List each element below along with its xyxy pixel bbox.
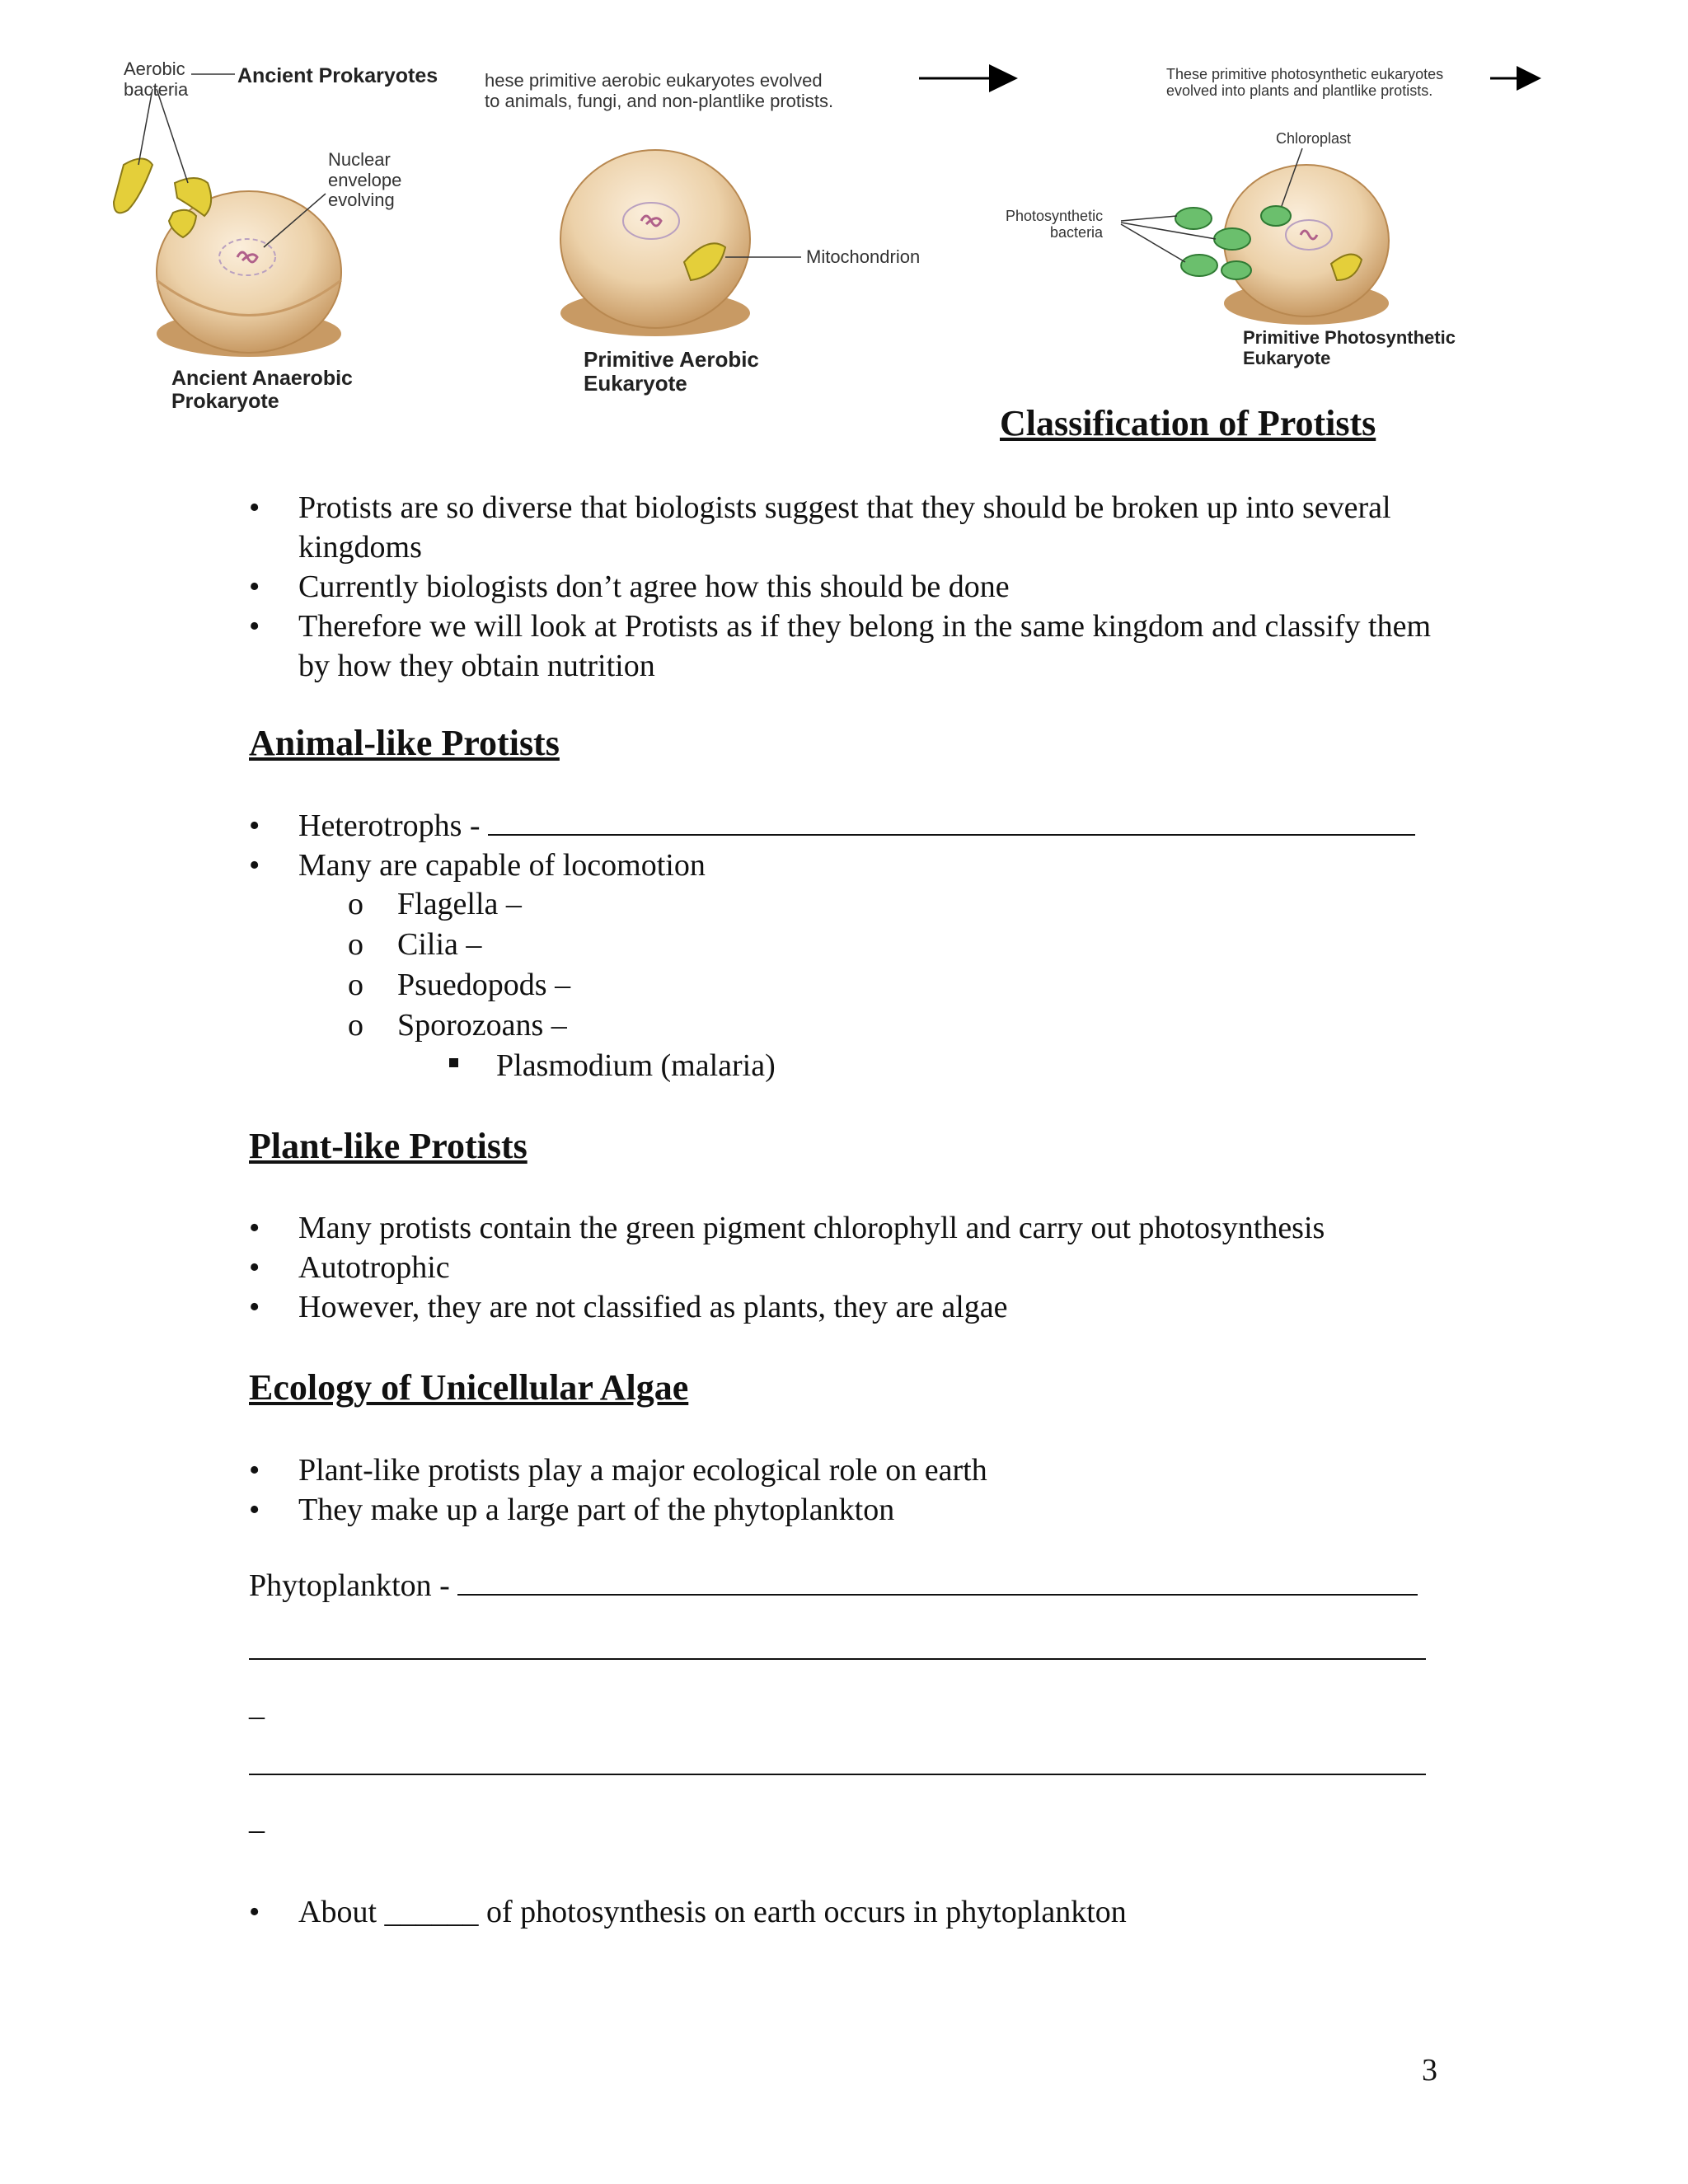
- plasmodium-item: Plasmodium (malaria): [496, 1048, 776, 1083]
- about-prefix: About: [298, 1895, 385, 1929]
- list-item: [249, 567, 1444, 607]
- list-item-text: Protists are so diverse that biologists suggest that they should be broken up into several kingdoms: [298, 490, 1391, 565]
- list-item-text: Many protists contain the green pigment chlorophyll and carry out photosynthesis: [298, 1211, 1325, 1245]
- list-item: [249, 806, 1444, 846]
- endosymbiosis-figure: [0, 0, 1688, 429]
- sub-list-item-text: Flagella –: [397, 887, 522, 921]
- ecology-heading: Ecology of Unicellular Algae: [249, 1367, 689, 1408]
- phytoplankton-definition: [249, 1566, 1418, 1605]
- list-item: [249, 1208, 1444, 1248]
- list-item: [249, 1451, 1444, 1490]
- heterotrophs-label: Heterotrophs -: [298, 808, 489, 843]
- phytoplankton-blank[interactable]: [457, 1568, 1418, 1596]
- bullet-icon: •: [249, 1250, 260, 1285]
- list-item: [249, 1248, 1444, 1287]
- list-item: [249, 1287, 1444, 1327]
- sub-list-item-text: Sporozoans –: [397, 1008, 567, 1043]
- primitive-aerobic-label: Primitive Aerobic Eukaryote: [584, 347, 759, 396]
- stray-mark: _: [249, 1802, 265, 1836]
- list-item-text: Currently biologists don’t agree how this should be done: [298, 569, 1010, 604]
- sub-list-item-text: Psuedopods –: [397, 968, 571, 1002]
- bullet-icon: •: [249, 1211, 260, 1245]
- page-title: Classification of Protists: [1000, 403, 1376, 443]
- photosynthesis-bullet-list: [249, 1892, 1444, 1932]
- aerobic-evolved-note: hese primitive aerobic eukaryotes evolved to animals, fungi, and non-plantlike protists.: [485, 70, 834, 111]
- list-item: [249, 488, 1444, 567]
- bullet-icon: •: [249, 1290, 260, 1324]
- circle-bullet-icon: o: [348, 1008, 363, 1043]
- locomotion-sub-list: [348, 884, 570, 1046]
- photosynthetic-evolved-note: These primitive photosynthetic eukaryotes evolved into plants and plantlike protists.: [1166, 66, 1444, 100]
- chloroplast-label: Chloroplast: [1276, 130, 1352, 147]
- list-item-text: They make up a large part of the phytoplankton: [298, 1493, 895, 1527]
- aerobic-bacteria-label: Aerobic bacteria: [124, 59, 189, 100]
- ancient-anaerobic-label: Ancient Anaerobic Prokaryote: [171, 367, 353, 413]
- answer-line[interactable]: [249, 1658, 1426, 1660]
- animal-like-heading: Animal-like Protists: [249, 723, 560, 763]
- aerobic-eukaryote-cell: [560, 150, 750, 336]
- mitochondrion-label: Mitochondrion: [806, 246, 921, 267]
- bullet-icon: •: [249, 848, 260, 883]
- list-item: [249, 1892, 1444, 1932]
- sub-list-item: [348, 1005, 570, 1046]
- ecology-bullet-list: [249, 1451, 1444, 1530]
- list-item-text: However, they are not classified as plants, they are algae: [298, 1290, 1008, 1324]
- bullet-icon: •: [249, 1895, 260, 1929]
- circle-bullet-icon: o: [348, 927, 363, 962]
- percent-blank[interactable]: ______: [384, 1895, 479, 1929]
- answer-line[interactable]: [249, 1774, 1426, 1775]
- bullet-icon: •: [249, 609, 260, 644]
- stray-mark: _: [249, 1688, 265, 1722]
- list-item-text: Autotrophic: [298, 1250, 450, 1285]
- nuclear-envelope-label: Nuclear envelope evolving: [328, 149, 402, 211]
- phytoplankton-label: Phytoplankton -: [249, 1568, 458, 1603]
- photosynthetic-bacteria-label: Photosynthetic bacteria: [1006, 208, 1104, 241]
- plant-like-bullet-list: [249, 1208, 1444, 1327]
- sub-list-item: [348, 965, 570, 1005]
- sub-list-item: [348, 884, 570, 925]
- bullet-icon: •: [249, 1493, 260, 1527]
- bullet-icon: •: [249, 569, 260, 604]
- ancient-prokaryotes-label: Ancient Prokaryotes: [237, 64, 438, 87]
- list-item-text: Many are capable of locomotion: [298, 848, 706, 883]
- list-item: [249, 846, 1444, 885]
- bullet-icon: •: [249, 1453, 260, 1488]
- circle-bullet-icon: o: [348, 968, 363, 1002]
- primitive-photosynthetic-label: Primitive Photosynthetic Eukaryote: [1243, 327, 1456, 368]
- square-bullet-icon: [449, 1058, 458, 1067]
- bullet-icon: •: [249, 808, 260, 843]
- list-item: [249, 1490, 1444, 1530]
- list-item: [249, 607, 1444, 686]
- list-item-text: Plant-like protists play a major ecological role on earth: [298, 1453, 987, 1488]
- heterotrophs-blank[interactable]: [488, 808, 1415, 836]
- page-number: 3: [1422, 2053, 1437, 2088]
- list-item-text: Therefore we will look at Protists as if they belong in the same kingdom and classify them by how they obtain nutrition: [298, 609, 1432, 683]
- intro-bullet-list: [249, 488, 1444, 686]
- plant-like-heading: Plant-like Protists: [249, 1126, 528, 1166]
- arrow-icon: [1490, 66, 1541, 91]
- bullet-icon: •: [249, 490, 260, 525]
- sub-list-item: [348, 925, 570, 965]
- sub-list-item-text: Cilia –: [397, 927, 482, 962]
- arrow-icon: [919, 64, 1018, 92]
- about-suffix: of photosynthesis on earth occurs in phytoplankton: [478, 1895, 1127, 1929]
- circle-bullet-icon: o: [348, 887, 363, 921]
- animal-like-bullet-list: [249, 806, 1444, 885]
